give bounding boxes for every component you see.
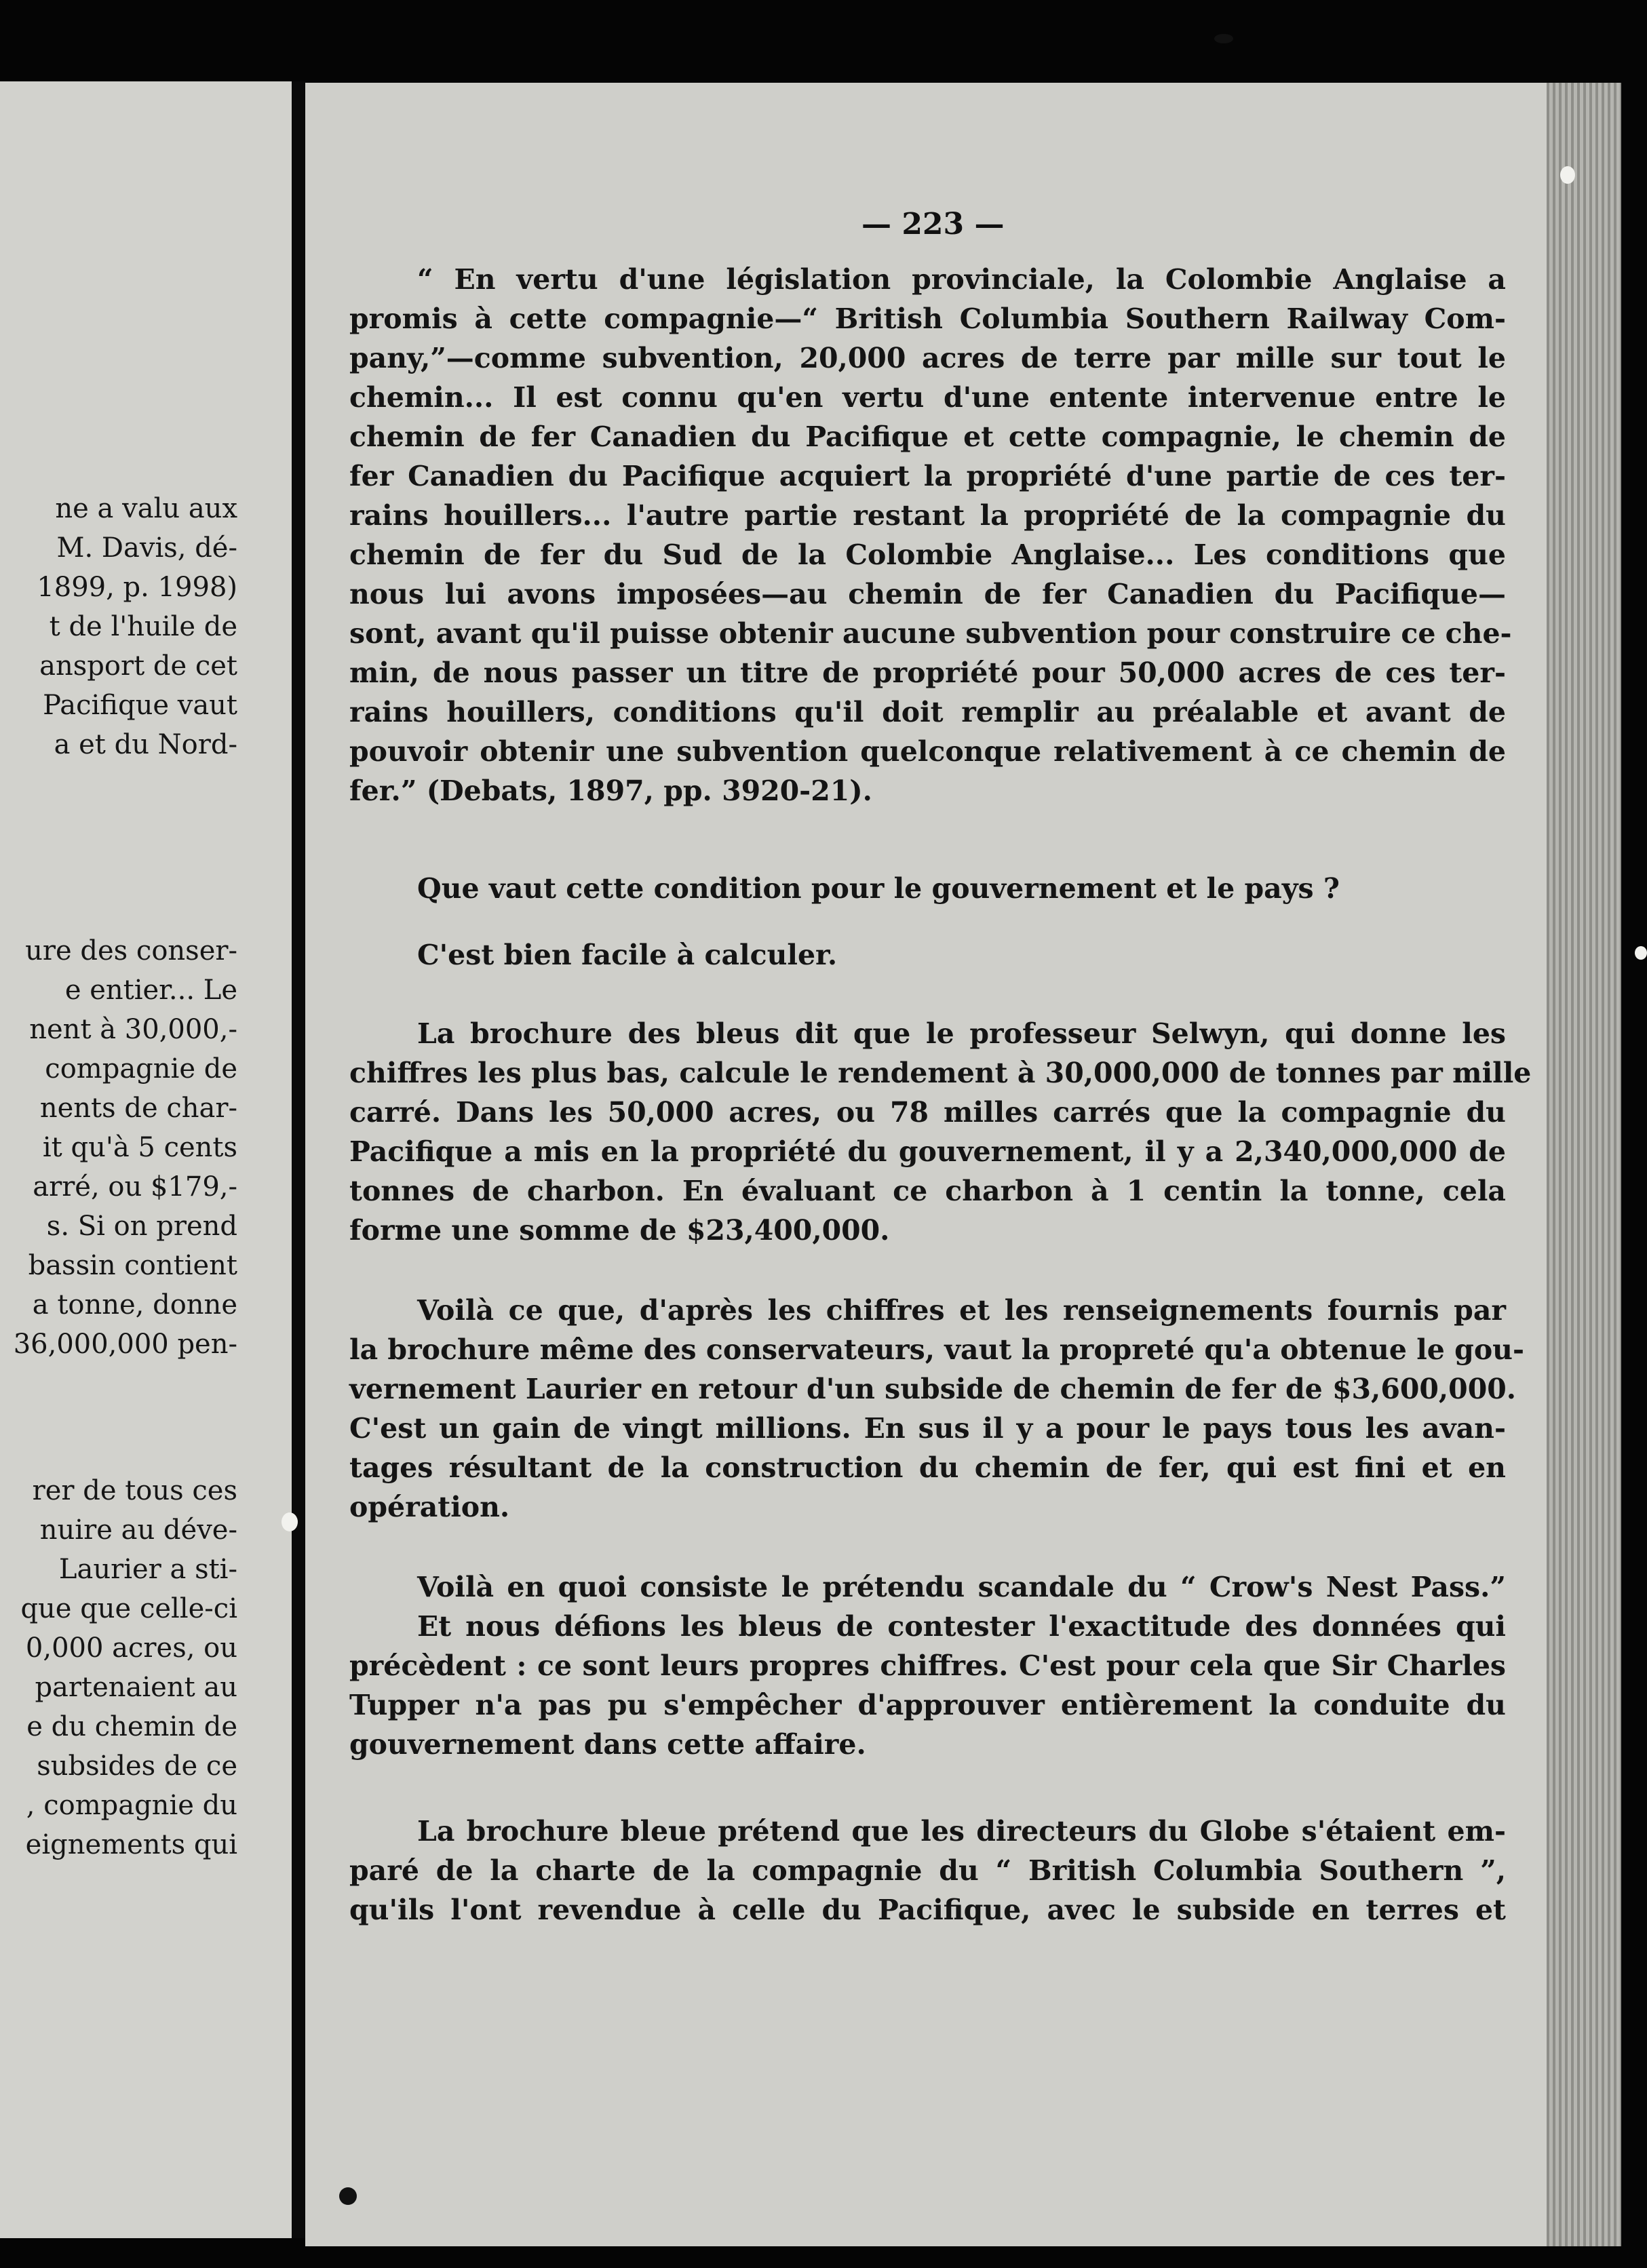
left-line: ansport de cet [39, 650, 237, 682]
text-line: “ En vertu d'une législation provinciale, la Colombie Anglaise a [417, 263, 1506, 296]
left-line: s. Si on prend [46, 1211, 237, 1242]
page-edge-stack [1547, 83, 1621, 2246]
text-line: tages résultant de la construction du chemin de fer, qui est fini et en [349, 1451, 1506, 1484]
text-line: fer Canadien du Pacifique acquiert la propriété d'une partie de ces ter- [349, 460, 1506, 492]
text-line: la brochure même des conservateurs, vaut la propreté qu'a obtenue le gou- [349, 1333, 1524, 1366]
text-line: précèdent : ce sont leurs propres chiffres. C'est pour cela que Sir Charles [349, 1649, 1506, 1682]
film-speck [339, 2187, 357, 2205]
left-page-fragment [0, 81, 292, 2238]
text-line: promis à cette compagnie—“ British Columbia Southern Railway Com- [349, 302, 1506, 335]
text-line: Pacifique a mis en la propriété du gouvernement, il y a 2,340,000,000 de [349, 1135, 1506, 1168]
left-line: e entier... Le [64, 975, 237, 1006]
left-line: compagnie de [45, 1053, 237, 1084]
text-line: La brochure bleue prétend que les directeurs du Globe s'étaient em- [417, 1815, 1506, 1847]
left-line: subsides de ce [37, 1751, 237, 1782]
book-gutter [292, 81, 305, 2238]
left-line: e du chemin de [26, 1711, 237, 1742]
text-line: fer.” (Debats, 1897, pp. 3920-21). [349, 775, 872, 807]
left-line: a et du Nord- [54, 729, 237, 760]
left-line: nuire au déve- [39, 1514, 237, 1546]
paper-speck [282, 1512, 298, 1531]
text-line: chemin... Il est connu qu'en vertu d'une entente intervenue entre le [349, 381, 1506, 414]
text-line: chemin de fer du Sud de la Colombie Anglaise... Les conditions que [349, 539, 1506, 571]
left-line: it qu'à 5 cents [42, 1132, 237, 1163]
left-line: , compagnie du [26, 1790, 237, 1821]
left-line: 0,000 acres, ou [25, 1632, 237, 1664]
left-line: eignements qui [25, 1829, 237, 1860]
text-line: carré. Dans les 50,000 acres, ou 78 milles carrés que la compagnie du [349, 1096, 1506, 1129]
text-line: pouvoir obtenir une subvention quelconque relativement à ce chemin de [349, 735, 1506, 768]
left-line: arré, ou $179,- [33, 1171, 237, 1203]
text-line: Et nous défions les bleus de contester l'exactitude des données qui [417, 1610, 1506, 1643]
left-line: bassin contient [28, 1250, 237, 1281]
text-line: C'est un gain de vingt millions. En sus il y a pour le pays tous les avan- [349, 1412, 1506, 1445]
left-line: 36,000,000 pen- [13, 1329, 237, 1360]
text-line: paré de la charte de la compagnie du “ British Columbia Southern ”, [349, 1854, 1506, 1887]
film-speck [1214, 34, 1233, 43]
text-line: chemin de fer Canadien du Pacifique et cette compagnie, le chemin de [349, 421, 1506, 453]
left-line: rer de tous ces [32, 1475, 237, 1506]
text-line: C'est bien facile à calculer. [417, 939, 838, 971]
text-line: sont, avant qu'il puisse obtenir aucune subvention pour construire ce che- [349, 617, 1512, 650]
text-line: La brochure des bleus dit que le professeur Selwyn, qui donne les [417, 1017, 1506, 1050]
page-number: — 223 — [861, 207, 1005, 241]
left-line: nent à 30,000,- [29, 1014, 237, 1045]
left-line: 1899, p. 1998) [37, 572, 237, 603]
paper-speck [1635, 946, 1647, 960]
left-line: M. Davis, dé- [56, 532, 237, 564]
left-line: Pacifique vaut [43, 690, 237, 721]
text-line: tonnes de charbon. En évaluant ce charbon à 1 centin la tonne, cela [349, 1175, 1506, 1207]
text-line: min, de nous passer un titre de propriété pour 50,000 acres de ces ter- [349, 657, 1506, 689]
left-line: ure des conser- [25, 935, 237, 966]
text-line: qu'ils l'ont revendue à celle du Pacifique, avec le subside en terres et [349, 1894, 1506, 1926]
text-line: opération. [349, 1491, 510, 1523]
text-line: rains houillers... l'autre partie restant la propriété de la compagnie du [349, 499, 1506, 532]
text-line: Que vaut cette condition pour le gouvernement et le pays ? [417, 872, 1340, 905]
text-line: rains houillers, conditions qu'il doit remplir au préalable et avant de [349, 696, 1506, 728]
text-line: Voilà en quoi consiste le prétendu scandale du “ Crow's Nest Pass.” [417, 1571, 1506, 1603]
text-line: Tupper n'a pas pu s'empêcher d'approuver entièrement la conduite du [349, 1689, 1506, 1721]
left-line: que que celle-ci [20, 1593, 237, 1624]
text-line: pany,”—comme subvention, 20,000 acres de terre par mille sur tout le [349, 342, 1506, 374]
text-line: vernement Laurier en retour d'un subside de chemin de fer de $3,600,000. [349, 1373, 1517, 1405]
paper-speck [1560, 166, 1575, 184]
left-line: ne a valu aux [55, 493, 237, 524]
text-line: nous lui avons imposées—au chemin de fer Canadien du Pacifique— [349, 578, 1506, 610]
left-line: Laurier a sti- [58, 1554, 237, 1585]
text-line: chiffres les plus bas, calcule le rendement à 30,000,000 de tonnes par mille [349, 1057, 1532, 1089]
text-line: Voilà ce que, d'après les chiffres et les renseignements fournis par [417, 1294, 1506, 1327]
left-line: partenaient au [35, 1672, 237, 1703]
left-line: t de l'huile de [49, 611, 237, 642]
text-line: forme une somme de $23,400,000. [349, 1214, 890, 1247]
text-line: gouvernement dans cette affaire. [349, 1728, 866, 1761]
left-line: nents de char- [39, 1093, 237, 1124]
left-line: a tonne, donne [32, 1289, 237, 1321]
